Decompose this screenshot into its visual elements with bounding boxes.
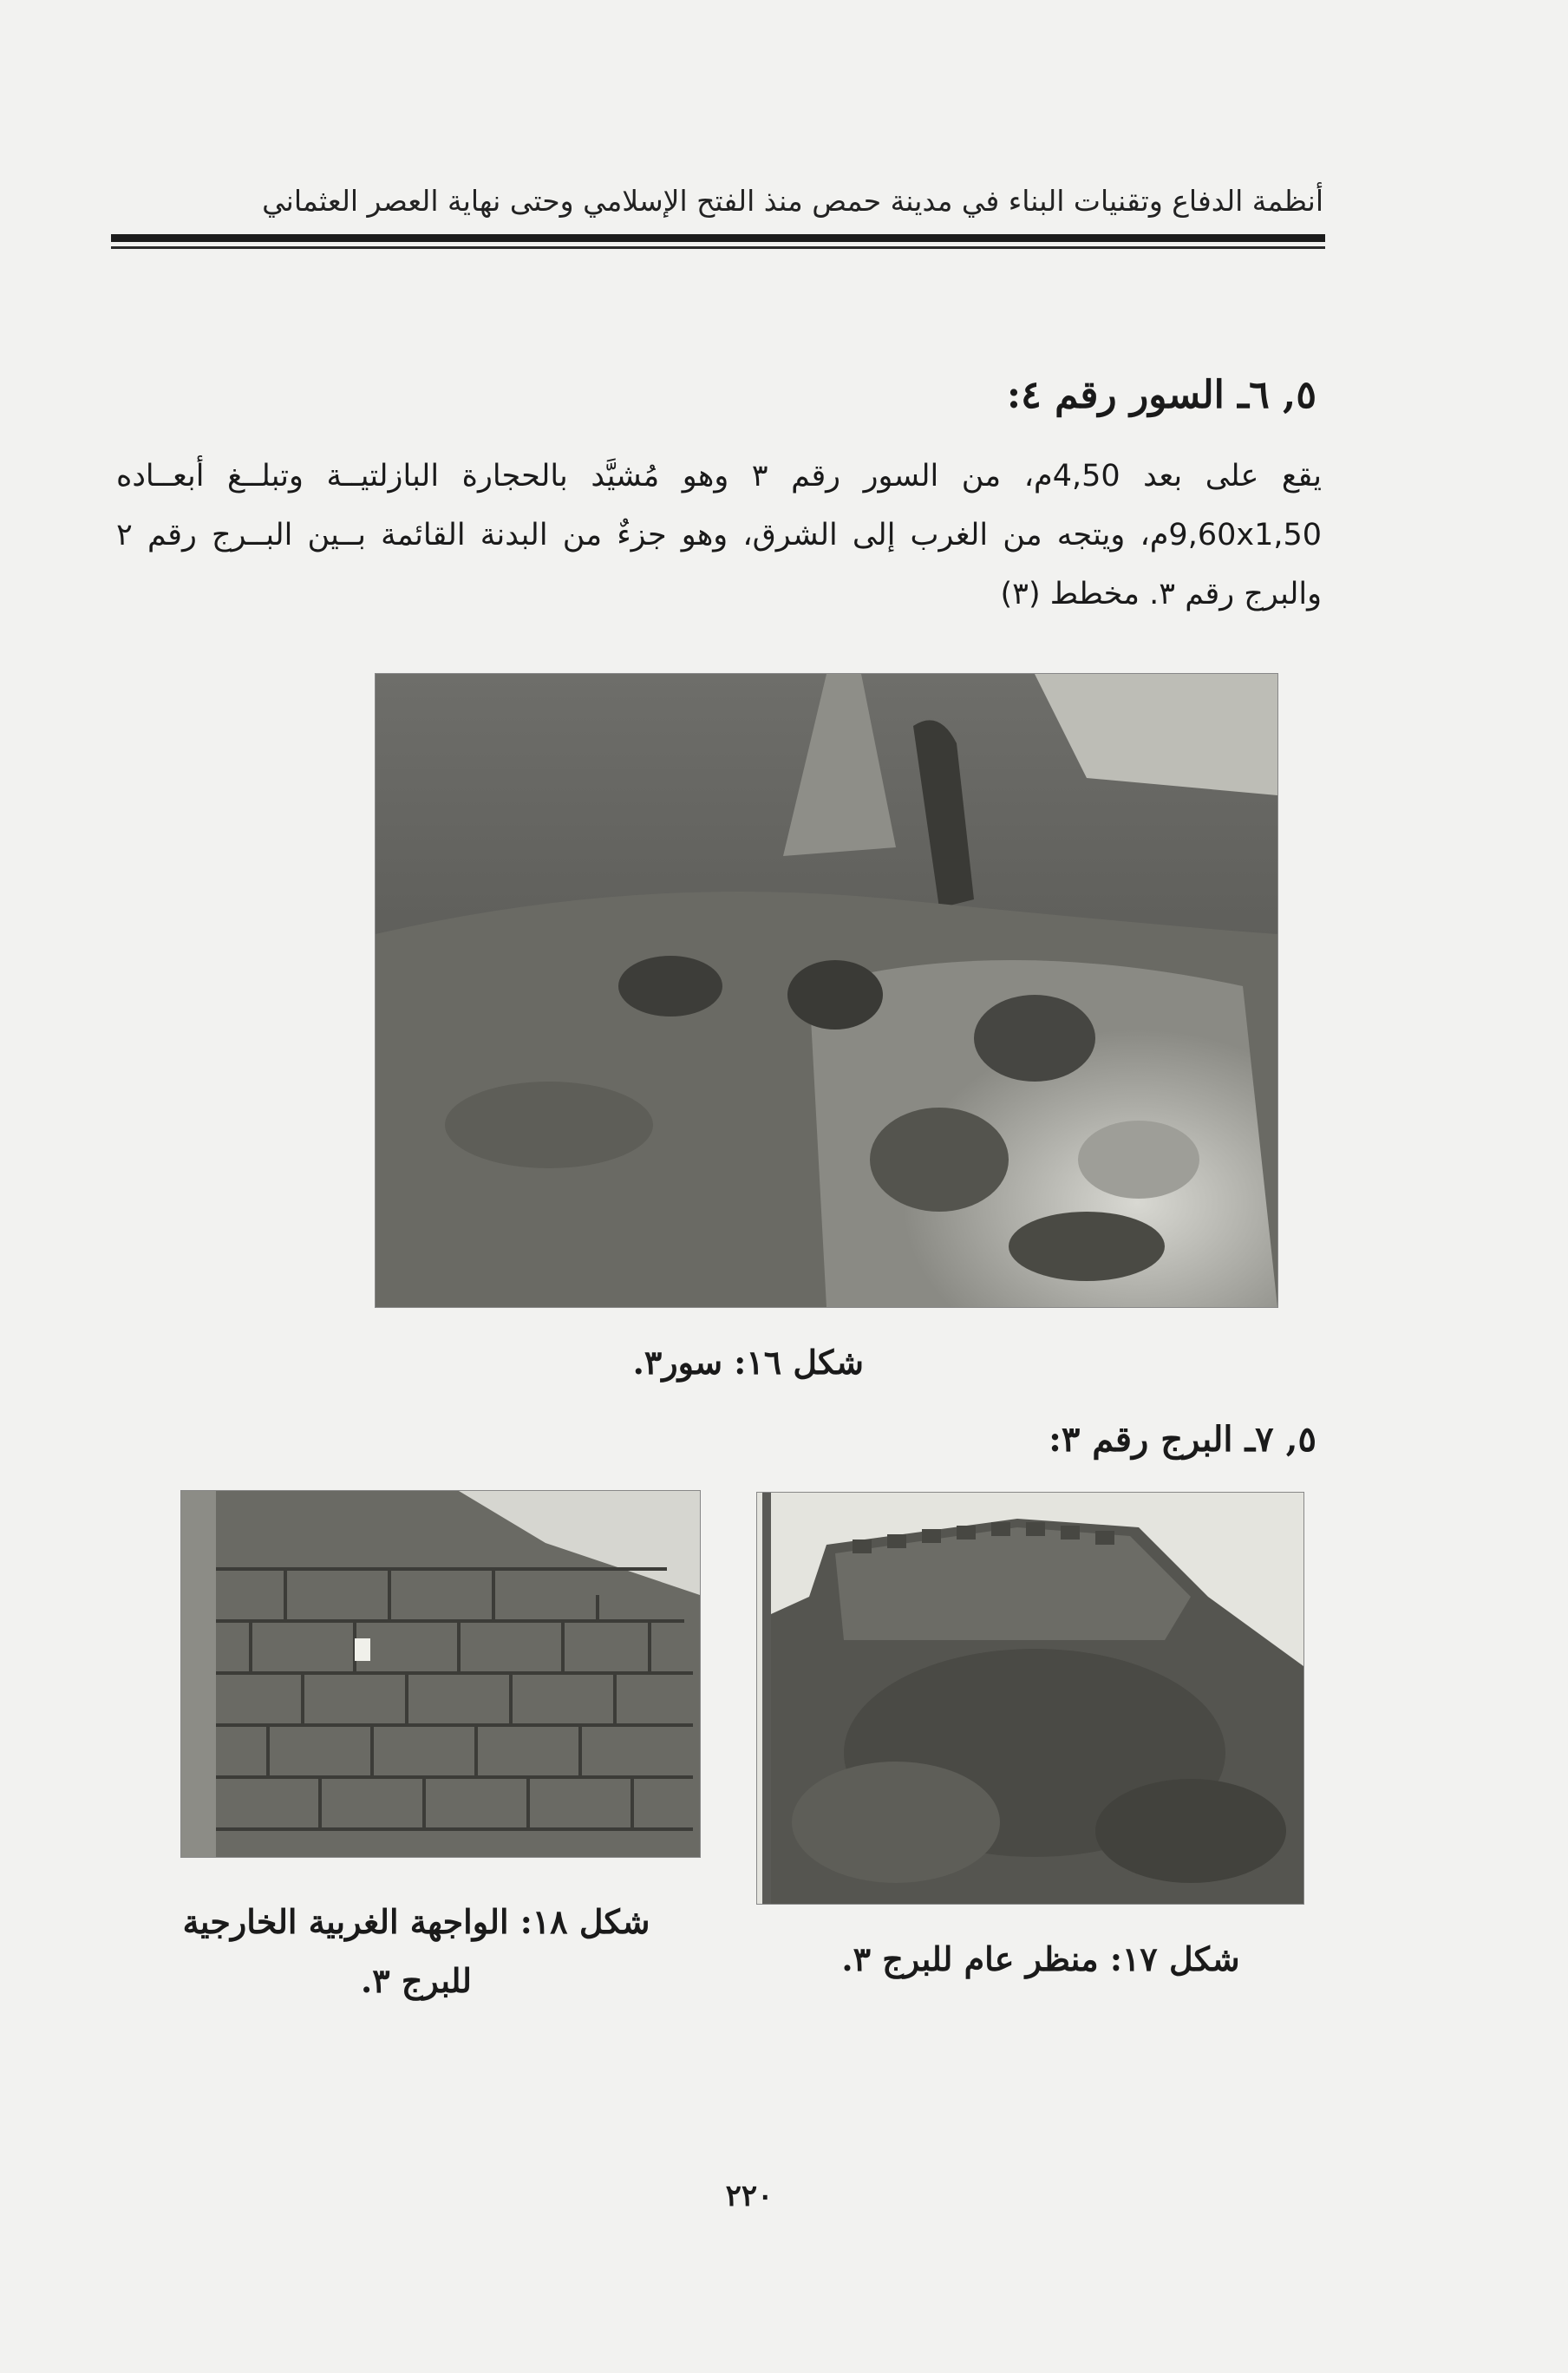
section-heading-wall-4: ٥, ٦ـ السور رقم ٤: [1006, 373, 1316, 417]
header-rule-thin [111, 246, 1325, 249]
figure-17-photo [756, 1492, 1304, 1905]
facade-photo-image [181, 1491, 700, 1857]
section-paragraph: يقع على بعد 4,50م، من السور رقم ٣ وهو مُشيَّد بالحجارة البازلتيــة وتبلــغ أبعــاده 9,60x1,50م، ويتجه من الغرب إلى الشرق، وهو جزءٌ من البدنة القائمة بــين البــرج رقم ٢ والبرج رقم ٣. مخطط (٣) [116, 459, 1322, 611]
running-header: أنظمة الدفاع وتقنيات البناء في مدينة حمص منذ الفتح الإسلامي وحتى نهاية العصر العثماني [262, 184, 1323, 218]
tower-photo-image [757, 1493, 1303, 1904]
figure-16-photo [375, 673, 1278, 1308]
wall-photo-image [376, 674, 1277, 1307]
figure-18-photo [180, 1490, 701, 1858]
figure-18-caption [139, 1893, 694, 2010]
figure-16-caption: شكل ١٦: سور٣. [632, 1343, 864, 1382]
page-number: ٢٢٠ [725, 2179, 774, 2213]
header-rule-thick [111, 234, 1325, 242]
figure-17-caption: شكل ١٧: منظر عام للبرج ٣. [841, 1939, 1240, 1978]
figure-18-caption-line1: شكل ١٨: الواجهة الغربية الخارجية [182, 1902, 650, 1941]
section-heading-tower-3: ٥, ٧ـ البرج رقم ٣: [1049, 1419, 1316, 1460]
figure-18-caption-line2: للبرج ٣. [360, 1961, 472, 2000]
